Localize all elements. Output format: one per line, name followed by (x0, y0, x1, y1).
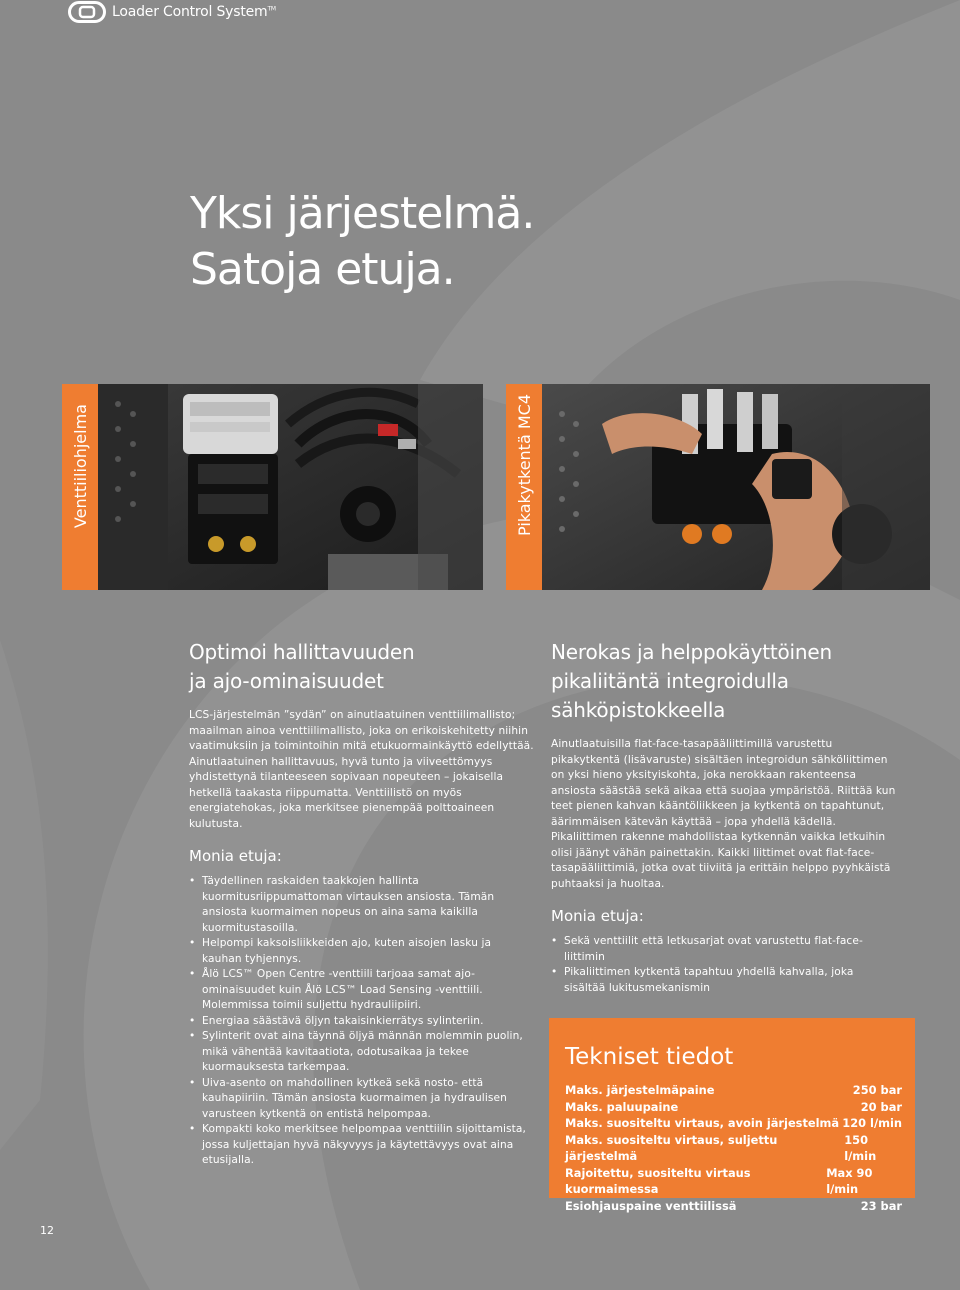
spec-label: Maks. suositeltu virtaus, suljettu järjestelmä (565, 1132, 778, 1163)
spec-value: 250 bar (852, 1083, 902, 1097)
tab-left-label: Venttiiliohjelma (70, 404, 90, 529)
page-number: 12 (40, 1224, 54, 1237)
left-section-body: LCS-järjestelmän ”sydän” on ainutlaatuinen venttiilimallisto; maailman ainoa venttiilimallisto, joka on erikoiskehitetty niihin vaatimuksiin ja toimintoihin mitä etukuormainkäyttö edellyttää. Ainutlaatuinen hallittavuus, hyvä tunto ja viiveettömyys yhdistettynä tilanteeseen sopivaan nopeuteen – jokaisella hetkellä taakasta riippumatta. Venttiilistö on myös energiatehokas, joka merkitsee pienempää polttoaineen kulutusta. (189, 709, 534, 830)
right-benefits-title: Monia etuja: (551, 907, 644, 925)
spec-value: 150 l/min (844, 1132, 877, 1163)
list-item: • Pikaliittimen kytkentä tapahtuu yhdellä kahvalla, joka sisältää lukitusmekanismin (551, 965, 896, 996)
spec-row (565, 1082, 902, 1099)
page-headline (190, 186, 534, 298)
spec-value: 20 bar (860, 1099, 902, 1114)
brand-name: Loader Control System™ (112, 4, 276, 20)
list-item: • Sylinterit ovat aina täynnä öljyä männän molemmin puolin, mikä vähentää kavitaatiota, odotusaikaa ja tekee kuormauksesta tarkempaa. (189, 1029, 534, 1076)
spec-row (565, 1198, 902, 1215)
right-benefits-list (551, 934, 896, 996)
left-benefits-title: Monia etuja: (189, 847, 282, 865)
brand-logo (68, 1, 276, 23)
headline-line-1: Yksi järjestelmä. (190, 188, 535, 239)
spec-value: 23 bar (860, 1198, 902, 1213)
spec-label: Rajoitettu, suositeltu virtaus kuormaimessa (565, 1165, 751, 1196)
spec-row (565, 1132, 902, 1165)
spec-row (565, 1115, 902, 1132)
spec-label: Maks. järjestelmäpaine (565, 1083, 715, 1097)
spec-label: Maks. suositeltu virtaus, avoin järjestelmä (565, 1116, 840, 1130)
right-section-body: Ainutlaatuisilla flat-face-tasapääliittimillä varustettu pikakytkentä (lisävaruste) sisältäen integroidun sähköliittimen on yksi hieno yksityiskohta, joka nerokkaan rakenteensa ansiosta säästää sekä aikaa että suojaa ympäristöä. Riittää kun teet pienen kahvan kääntöliikkeen ja kytkentä on tapahtunut, äärimmäisen kätevän käyttää – jopa yhdellä kädellä. Pikaliittimen rakenne mahdollistaa kytkennän vaikka letkuihin olisi jäänyt vähän painettakin. Kaikki liittimet ovat flat-face-tasapääliittimiä, jotka ovat tiiviitä ja erittäin helppo pyyhkäistä puhtaaksi ja huoltaa. (551, 738, 896, 890)
coupling-photo (542, 384, 930, 590)
right-column (551, 638, 896, 996)
tab-right-label: Pikakytkentä MC4 (514, 394, 534, 536)
spec-row (565, 1099, 902, 1116)
list-item: • Helpompi kaksoisliikkeiden ajo, kuten aisojen lasku ja kauhan tyhjennys. (189, 936, 534, 967)
headline-line-2: Satoja etuja. (190, 244, 455, 295)
spec-value: Max 90 l/min (826, 1165, 873, 1196)
left-column (189, 638, 534, 1169)
spec-label: Maks. paluupaine (565, 1099, 679, 1114)
list-item: • Ålö LCS™ Open Centre -venttiili tarjoaa samat ajo-ominaisuudet kuin Ålö LCS™ Load Sensing -venttiili. Molemmissa toimii suljettu hydrauliipiiri. (189, 967, 534, 1014)
valve-photo (98, 384, 483, 590)
left-section-title: Optimoi hallittavuuden ja ajo-ominaisuudet (189, 640, 415, 693)
list-item: • Energiaa säästävä öljyn takaisinkierrätys sylinteriin. (189, 1014, 534, 1030)
spec-label: Esiohjauspaine venttiilissä (565, 1198, 737, 1213)
tab-valve-program (62, 384, 98, 590)
right-section-title: Nerokas ja helppokäyttöinen pikaliitäntä integroidulla sähköpistokkeella (551, 640, 832, 722)
spec-value: 120 l/min (842, 1116, 902, 1130)
list-item: • Täydellinen raskaiden taakkojen hallinta kuormitusriippumattoman virtauksen ansiosta. Tämän ansiosta kuormaimen nopeus on aina sama kaikilla kuormitustasoilla. (189, 874, 534, 936)
spec-row (565, 1165, 902, 1198)
list-item: • Sekä venttiilit että letkusarjat ovat varustettu flat-face-liittimin (551, 934, 896, 965)
list-item: • Uiva-asento on mahdollinen kytkeä sekä nosto- että kauhapiiriin. Tämän ansiosta kuormaimen ja hydraulisen varusteen kytkentä on entistä helpompaa. (189, 1076, 534, 1123)
lcs-logo-icon (68, 1, 106, 23)
technical-specs-box (549, 1018, 915, 1213)
left-benefits-list (189, 874, 534, 1169)
specs-title: Tekniset tiedot (565, 1044, 734, 1070)
tab-quick-coupling (506, 384, 542, 590)
list-item: • Kompakti koko merkitsee helpompaa venttiilin sijoittamista, jossa kuljettajan hyvä näkyvyys ja käytettävyys ovat aina etusijalla. (189, 1122, 534, 1169)
